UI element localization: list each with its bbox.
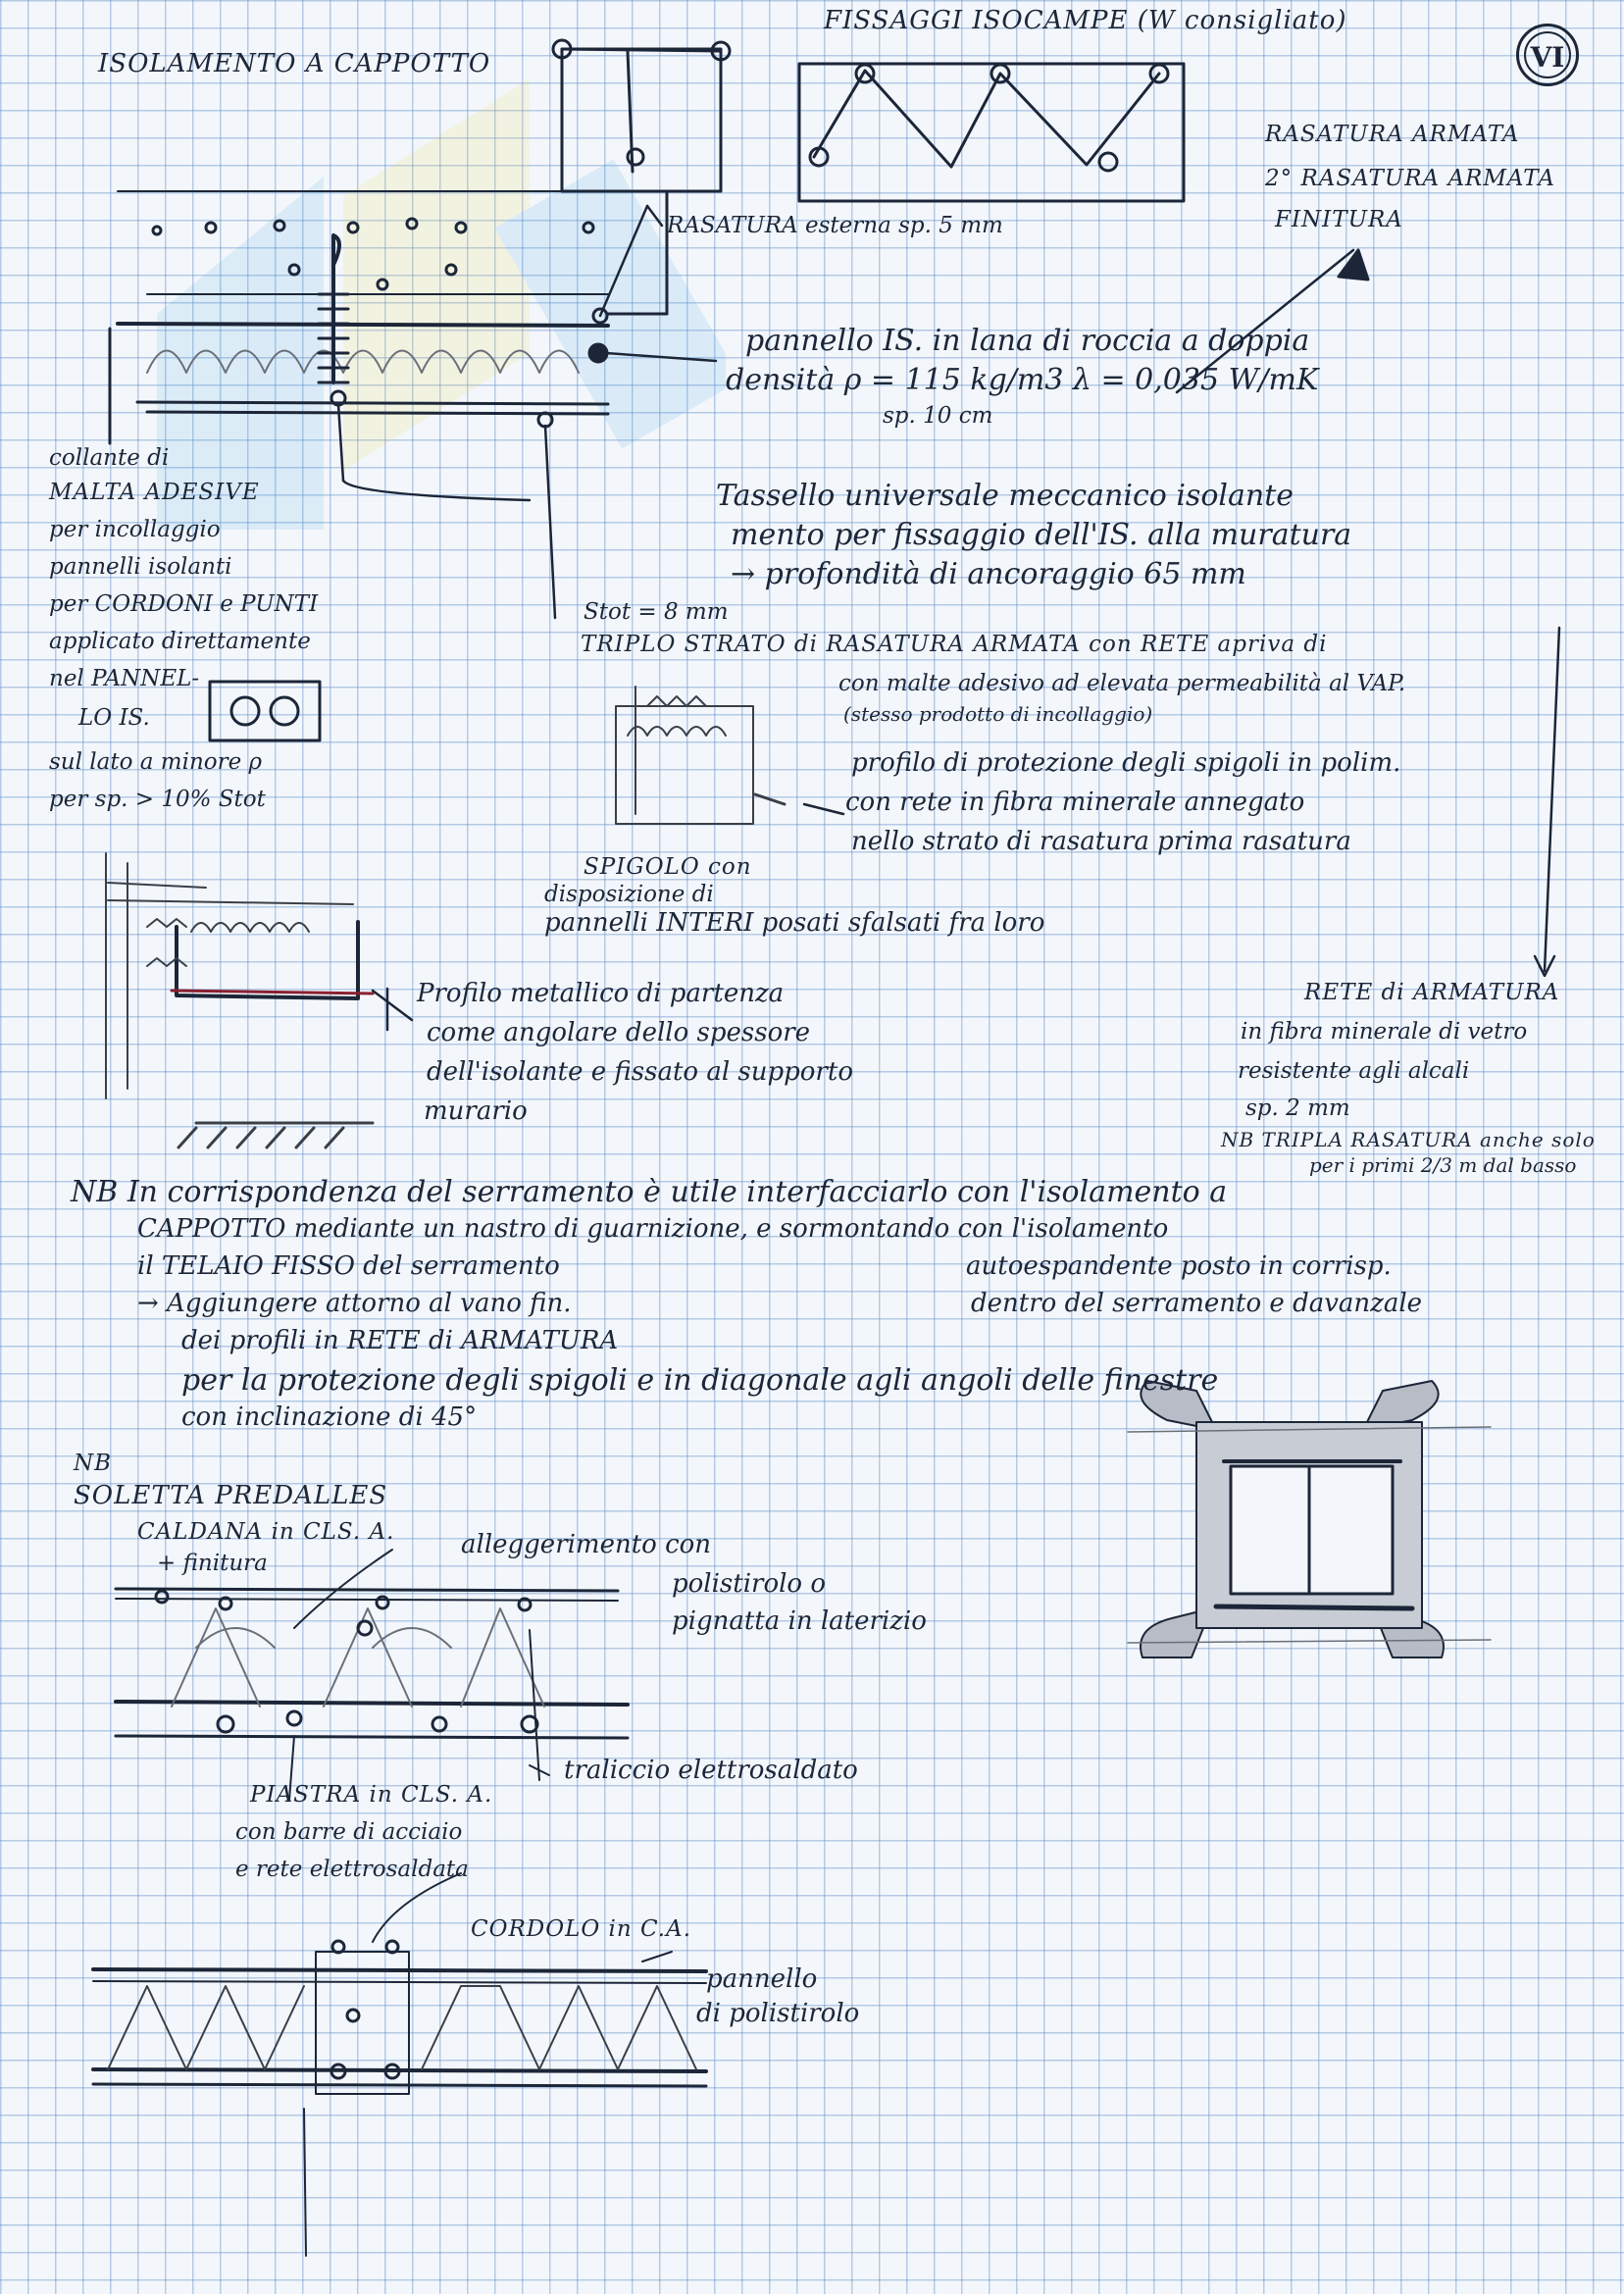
legend-second-rasatura: 2° RASATURA ARMATA (1265, 166, 1555, 191)
note-nb1-line-9: con inclinazione di 45° (181, 1402, 478, 1432)
note-caldana-line-2: + finitura (157, 1551, 268, 1576)
note-caldana-line-1: CALDANA in CLS. A. (137, 1519, 395, 1545)
panel-dots-sketch (210, 682, 320, 740)
note-collante-line-10: per sp. > 10% Stot (49, 787, 266, 812)
note-collante-line-2: MALTA ADESIVE (49, 480, 260, 505)
note-collante-line-1: collante di (49, 445, 170, 471)
note-pannelli-interi: pannelli INTERI posati sfalsati fra loro (544, 908, 1045, 938)
fixing-t-sketch (553, 40, 730, 191)
note-alleggerimento-line-2: polistirolo o (672, 1569, 827, 1599)
note-collante-line-5: per CORDONI e PUNTI (49, 591, 319, 617)
note-rete-line-5: NB TRIPLA RASATURA anche solo (1221, 1128, 1596, 1151)
note-piastra-line-1: PIASTRA in CLS. A. (250, 1782, 493, 1808)
note-collante-line-4: pannelli isolanti (49, 554, 232, 580)
corner-sketch (616, 687, 785, 824)
note-piastra-line-2: con barre di acciaio (235, 1819, 463, 1845)
note-partenza-line-4: murario (424, 1096, 528, 1126)
insulation-section-sketch (110, 191, 667, 443)
note-rete-line-2: in fibra minerale di vetro (1241, 1019, 1528, 1045)
note-collante-line-8: LO IS. (78, 705, 150, 731)
predalles-slab-sketch (116, 1550, 628, 1800)
note-nb2: NB (74, 1451, 113, 1476)
note-collante-line-6: applicato direttamente (49, 629, 311, 654)
note-nb1-line-3: il TELAIO FISSO del serramento (137, 1251, 560, 1281)
finish-legend-triangle (1339, 250, 1368, 280)
note-rete-line-6: per i primi 2/3 m dal basso (1309, 1153, 1577, 1177)
note-piastra-line-3: e rete elettrosaldata (235, 1857, 469, 1882)
note-alleggerimento-line-3: pignatta in laterizio (672, 1606, 927, 1636)
note-nb1-line-7: dei profili in RETE di ARMATURA (181, 1326, 619, 1355)
note-tassello-line-1: Tassello universale meccanico isolante (716, 479, 1294, 513)
note-triplo-line-3: (stesso prodotto di incollaggio) (843, 702, 1153, 726)
note-tassello-line-2: mento per fissaggio dell'IS. alla muratura (731, 518, 1352, 552)
note-collante-line-3: per incollaggio (49, 517, 221, 542)
note-pannello-line-1: pannello IS. in lana di roccia a doppia (745, 324, 1310, 358)
fixing-w-sketch (799, 64, 1184, 201)
note-profilo-line-3: nello strato di rasatura prima rasatura (851, 827, 1351, 856)
page-title: ISOLAMENTO A CAPPOTTO (98, 49, 491, 78)
note-nb1-line-4: autoespandente posto in corrisp. (966, 1251, 1392, 1281)
note-pannello-line-2: densità ρ = 115 kg/m3 λ = 0,035 W/mK (726, 363, 1319, 397)
note-triplo-line-1: TRIPLO STRATO di RASATURA ARMATA con RETE apriva di (581, 632, 1328, 657)
note-nb1-line-5: dentro del serramento e davanzale (971, 1289, 1423, 1318)
note-spigolo-line-1: SPIGOLO con (584, 854, 752, 880)
note-stot: Stot = 8 mm (584, 599, 729, 625)
window-sketch (1128, 1381, 1491, 1657)
note-alleggerimento-line-1: alleggerimento con (461, 1530, 712, 1559)
note-nb1-line-2: CAPPOTTO mediante un nastro di guarnizione, e sormontando con l'isolamento (137, 1214, 1169, 1244)
note-spigolo-line-2: disposizione di (544, 882, 714, 907)
note-partenza-line-1: Profilo metallico di partenza (417, 979, 785, 1008)
note-rete-line-4: sp. 2 mm (1245, 1096, 1350, 1121)
fixings-title: FISSAGGI ISOCAMPE (W consigliato) (824, 6, 1347, 35)
note-profilo-line-2: con rete in fibra minerale annegato (845, 788, 1305, 817)
note-rete-line-3: resistente agli alcali (1238, 1058, 1470, 1084)
note-pannello-polistirolo-line-2: di polistirolo (696, 1999, 860, 2028)
note-pannello-polistirolo-line-1: pannello (706, 1964, 818, 1994)
note-nb1-line-8: per la protezione degli spigoli e in diagonale agli angoli delle finestre (181, 1363, 1219, 1398)
note-traliccio: traliccio elettrosaldato (564, 1756, 858, 1785)
note-nb1-line-6: → Aggiungere attorno al vano fin. (137, 1289, 572, 1318)
note-pannello-line-3: sp. 10 cm (883, 403, 993, 429)
legend-finitura: FINITURA (1275, 207, 1403, 232)
note-partenza-line-3: dell'isolante e fissato al supporto (427, 1057, 853, 1087)
note-profilo-line-1: profilo di protezione degli spigoli in polim. (851, 748, 1401, 778)
note-nb1-line-1: NB In corrispondenza del serramento è utile interfacciarlo con l'isolamento a (71, 1175, 1228, 1209)
legend-rasatura-armata: RASATURA ARMATA (1265, 122, 1520, 147)
note-collante-line-9: sul lato a minore ρ (49, 749, 263, 775)
note-partenza-line-2: come angolare dello spessore (427, 1018, 811, 1047)
note-rete-line-1: RETE di ARMATURA (1304, 980, 1560, 1005)
note-cordolo: CORDOLO in C.A. (471, 1916, 691, 1942)
note-triplo-line-2: con malte adesivo ad elevata permeabilità al VAP. (838, 671, 1406, 696)
page-number-badge: VI (1516, 24, 1579, 86)
note-soletta: SOLETTA PREDALLES (74, 1481, 388, 1510)
note-collante-line-7: nel PANNEL- (49, 666, 200, 691)
note-rasatura-esterna: RASATURA esterna sp. 5 mm (667, 213, 1003, 238)
starting-profile-sketch (106, 853, 373, 1147)
note-tassello-line-3: → profondità di ancoraggio 65 mm (731, 557, 1246, 591)
